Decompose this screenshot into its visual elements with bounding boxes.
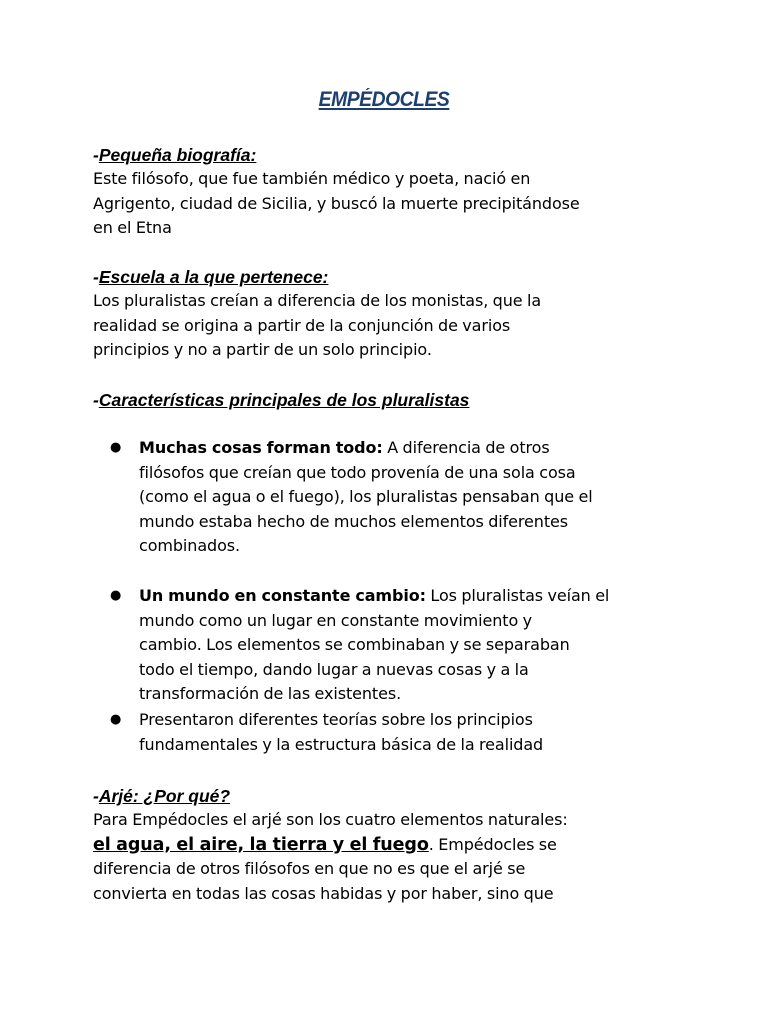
bullet-icon: ●: [110, 440, 122, 455]
document-page: EMPÉDOCLES -Pequeña biografía: Este filósofo, que fue también médico y poeta, nació en Agrigento, ciudad de Sicilia, y buscó la muerte precipitándose en el Etna -Escuela a la que pertenece: Los pluralistas creían a diferencia de los monistas, que la realidad se origina a partir de la conjunción de varios principios y no a partir de un solo principio. -Características principales de los pluralistas ● Muchas cosas forman todo: A diferencia de otros filósofos que creían que todo provenía de una sola cosa (como el agua o el fuego), los pluralistas pensaban que el mundo estaba hecho de muchos elementos diferentes combinados. ● Un mundo en constante cambio: Los pluralistas veían el mundo como un lugar en constante movimiento y cambio. Los elementos se combinaban y se separaban todo el tiempo, dando lugar a nuevas cosas y a la transformación de las existentes. ● Presentaron diferentes teorías sobre los principios fundamentales y la estructura básica de la realidad -Arjé: ¿Por qué? Para Empédocles el arjé son los cuatro elementos naturales: el agua, el aire, la tierra y el fuego. Empédocles se diferencia de otros filósofos en que no es que el arjé se convierta en todas las cosas habidas y por haber, sino que: [0, 0, 768, 1024]
section-heading: -Arjé: ¿Por qué?: [93, 786, 231, 806]
bullet-icon: ●: [110, 588, 122, 603]
section-caracteristicas: [93, 388, 693, 412]
paragraph: Este filósofo, que fue también médico y poeta, nació en Agrigento, ciudad de Sicilia, y buscó la muerte precipitándose en el Etna: [93, 169, 580, 238]
paragraph: Para Empédocles el arjé son los cuatro elementos naturales: el agua, el aire, la tierra y el fuego. Empédocles se diferencia de otros filósofos en que no es que el arjé se convierta en todas las cosas habidas y por haber, sino que: [93, 810, 568, 903]
bullet-icon: ●: [110, 712, 122, 727]
section-biografia: [93, 143, 693, 241]
section-heading: -Pequeña biografía:: [93, 145, 257, 165]
page-title: EMPÉDOCLES: [318, 88, 450, 111]
paragraph: Los pluralistas creían a diferencia de los monistas, que la realidad se origina a partir de la conjunción de varios principios y no a partir de un solo principio.: [93, 291, 542, 360]
section-arje: [93, 784, 693, 906]
section-heading: -Características principales de los pluralistas: [93, 390, 470, 410]
section-escuela: [93, 265, 693, 363]
section-heading: -Escuela a la que pertenece:: [93, 267, 329, 287]
